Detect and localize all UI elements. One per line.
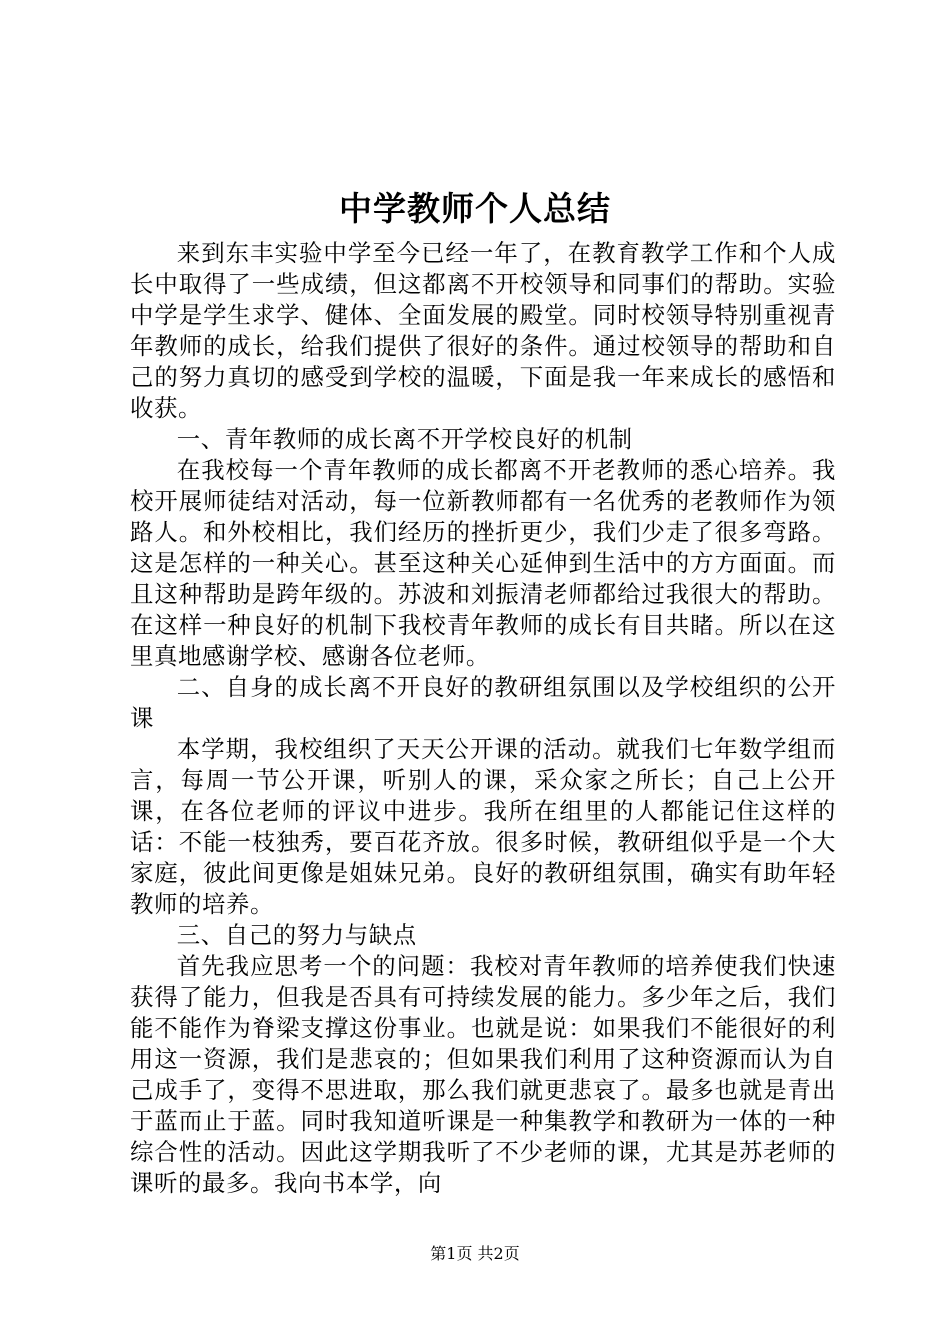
section-heading-3: 三、自己的努力与缺点 (176, 921, 417, 949)
section-heading-1: 一、青年教师的成长离不开学校良好的机制 (176, 425, 633, 453)
document-body (130, 238, 836, 1199)
paragraph-intro: 来到东丰实验中学至今已经一年了，在教育教学工作和个人成长中取得了一些成绩，但这都离不开校领导和同事们的帮助。实验中学是学生求学、健体、全面发展的殿堂。同时校领导特别重视青年教师的成长，给我们提供了很好的条件。通过校领导的帮助和自己的努力真切的感受到学校的温暖，下面是我一年来成长的感悟和收获。 (130, 239, 836, 422)
paragraph-section-1: 在我校每一个青年教师的成长都离不开老教师的悉心培养。我校开展师徒结对活动，每一位新教师都有一名优秀的老教师作为领路人。和外校相比，我们经历的挫折更少，我们少走了很多弯路。这是怎样的一种关心。甚至这种关心延伸到生活中的方方面面。而且这种帮助是跨年级的。苏波和刘振清老师都给过我很大的帮助。在这样一种良好的机制下我校青年教师的成长有目共睹。所以在这里真地感谢学校、感谢各位老师。 (130, 456, 836, 670)
page-footer: 第1页 共2页 (430, 1244, 520, 1263)
paragraph-section-3: 首先我应思考一个的问题：我校对青年教师的培养使我们快速获得了能力，但我是否具有可持续发展的能力。多少年之后，我们能不能作为脊梁支撑这份事业。也就是说：如果我们不能很好的利用这一资源，我们是悲哀的；但如果我们利用了这种资源而认为自己成手了，变得不思进取，那么我们就更悲哀了。最多也就是青出于蓝而止于蓝。同时我知道听课是一种集教学和教研为一体的一种综合性的活动。因此这学期我听了不少老师的课，尤其是苏老师的课听的最多。我向书本学，向 (130, 952, 836, 1197)
document-title: 中学教师个人总结 (339, 189, 611, 228)
paragraph-section-2: 本学期，我校组织了天天公开课的活动。就我们七年数学组而言，每周一节公开课，听别人的课，采众家之所长；自己上公开课，在各位老师的评议中进步。我所在组里的人都能记住这样的话：不能一枝独秀，要百花齐放。很多时候，教研组似乎是一个大家庭，彼此间更像是姐妹兄弟。良好的教研组氛围，确实有助年轻教师的培养。 (130, 735, 836, 918)
section-heading-2: 二、自身的成长离不开良好的教研组氛围以及学校组织的公开课 (130, 673, 836, 732)
